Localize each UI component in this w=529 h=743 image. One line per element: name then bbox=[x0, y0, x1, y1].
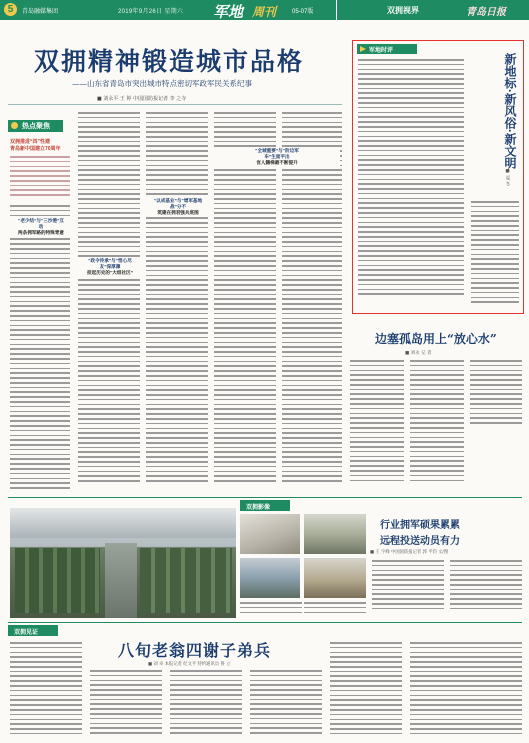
bottom-column-3 bbox=[170, 670, 242, 740]
side-box-text bbox=[10, 156, 70, 198]
brand-sub: 周刊 bbox=[252, 5, 277, 19]
subhead-4-line2: 车”生面平出 bbox=[264, 154, 290, 159]
column-right: 双拥视界 bbox=[387, 6, 419, 15]
flag-icon bbox=[360, 46, 366, 52]
lead-title: 双拥精神锻造城市品格 bbox=[34, 47, 305, 76]
subhead-1 bbox=[10, 218, 72, 236]
brand-main: 军地 bbox=[213, 4, 244, 21]
subhead-2 bbox=[78, 258, 142, 276]
main-photo bbox=[10, 508, 236, 618]
photo-story-byline: ■ 王 宇峰 中国国防报记者 郭 平钧 文/图 bbox=[370, 550, 449, 555]
subhead-3-line3: 筑建在拥君强兵底图 bbox=[157, 210, 199, 215]
photo-story-title-2: 远程投送动员有力 bbox=[380, 536, 460, 547]
lead-subtitle: ——山东省青岛市突出城市特点密切军政军民关系纪事 bbox=[72, 79, 252, 88]
bottom-column-6 bbox=[410, 642, 522, 740]
subhead-2-line2: 友”深厚薄 bbox=[99, 264, 121, 269]
commentary-label-bar bbox=[357, 44, 417, 54]
photo-aisle bbox=[105, 543, 137, 618]
hotspot-tag-icon bbox=[11, 122, 18, 129]
masthead-separator bbox=[336, 0, 337, 20]
newspaper-logo: 青岛日报 bbox=[466, 7, 506, 18]
subhead-2-line3: 担起历史的“大组社区” bbox=[87, 270, 133, 275]
subhead-1-line3: 两条拥军路的特殊青意 bbox=[18, 230, 64, 235]
bottom-column-4 bbox=[250, 670, 322, 740]
photo-story-title-1: 行业拥军硕果累累 bbox=[380, 520, 460, 531]
issue-number: 05-07版 bbox=[292, 9, 314, 15]
masthead-bar bbox=[0, 0, 529, 20]
commentary-box bbox=[352, 40, 524, 314]
lead-byline: ■ 刘永平 王 婷 中国国防报记者 李 之寺 bbox=[97, 96, 187, 102]
commentary-author: ■ 夏 冬 bbox=[505, 169, 510, 186]
lead-column-5 bbox=[282, 112, 342, 490]
feature-title: 边塞孤岛用上“放心水” bbox=[375, 332, 497, 346]
photo-small-1 bbox=[240, 514, 300, 554]
commentary-label: 军地时评 bbox=[369, 48, 394, 54]
photo-seats-right bbox=[140, 548, 232, 613]
subhead-4-line1: “全城重要”与“阶边军 bbox=[255, 148, 299, 153]
bottom-byline: ■ 刘 卓 本报记者 纪文平 特约通讯员 鲁 立 bbox=[148, 662, 231, 667]
title-part-1: 新地标· bbox=[503, 53, 517, 93]
title-part-3: 新文明 bbox=[503, 133, 517, 169]
bottom-tag bbox=[8, 625, 58, 636]
commentary-text-right bbox=[471, 201, 519, 309]
commentary-vertical-title bbox=[471, 53, 517, 169]
bottom-column-5 bbox=[330, 642, 402, 740]
subhead-3 bbox=[146, 198, 210, 216]
photo-caption-2 bbox=[304, 602, 366, 616]
hotspot-tag bbox=[8, 120, 63, 132]
photo-seats-left bbox=[15, 548, 100, 613]
date-line: 2019年9月26日 星期六 bbox=[118, 9, 184, 15]
lead-column-4 bbox=[214, 112, 276, 490]
photo-section-rule bbox=[8, 497, 522, 498]
lead-column-3 bbox=[146, 112, 208, 490]
subhead-2-line1: “政令传承”与“悟心尽 bbox=[88, 258, 132, 263]
lead-column-2 bbox=[78, 112, 140, 490]
subhead-3-line1: “以成基业”与“增军基地 bbox=[153, 198, 203, 203]
photo-small-4 bbox=[304, 558, 366, 598]
section-left: 青岛融媒集团 bbox=[22, 9, 59, 15]
hotspot-tag-label: 热点聚焦 bbox=[22, 123, 50, 130]
photo-story-text-1 bbox=[372, 560, 444, 616]
bottom-title: 八旬老翁四谢子弟兵 bbox=[118, 641, 272, 660]
bottom-column-2 bbox=[90, 670, 162, 740]
subhead-4 bbox=[214, 148, 340, 166]
bottom-tag-label: 双拥见证 bbox=[14, 629, 39, 636]
page-number: 5 bbox=[4, 3, 17, 16]
subhead-4-line3: 官人籍梯最不断提升 bbox=[256, 160, 298, 165]
commentary-text-left bbox=[358, 59, 464, 309]
bottom-column-1 bbox=[10, 642, 82, 740]
feature-byline: ■ 刘永 记 者 bbox=[405, 351, 432, 356]
lead-column-1 bbox=[10, 205, 70, 490]
side-title-1: 双拥推进“四”性建 bbox=[10, 139, 51, 145]
feature-column-3 bbox=[470, 360, 522, 432]
photo-small-2 bbox=[304, 514, 366, 554]
subhead-3-line2: 战”分不 bbox=[169, 204, 187, 209]
side-title-2: 青岛新中国建立70周年 bbox=[10, 146, 61, 152]
photo-small-3 bbox=[240, 558, 300, 598]
subhead-1-line1: “老少结”与“三沙港”互 bbox=[18, 218, 64, 223]
feature-column-1 bbox=[350, 360, 404, 488]
title-part-2: 新风俗· bbox=[503, 93, 517, 133]
lead-rule bbox=[8, 104, 342, 105]
photo-tag bbox=[240, 500, 290, 511]
photo-tag-label: 双拥影像 bbox=[246, 504, 271, 511]
photo-story-text-2 bbox=[450, 560, 522, 616]
bottom-section-rule bbox=[8, 622, 522, 623]
photo-caption-1 bbox=[240, 602, 302, 616]
feature-column-2 bbox=[410, 360, 464, 488]
subhead-1-line2: 动 bbox=[38, 224, 44, 229]
photo-ceiling bbox=[10, 508, 236, 538]
